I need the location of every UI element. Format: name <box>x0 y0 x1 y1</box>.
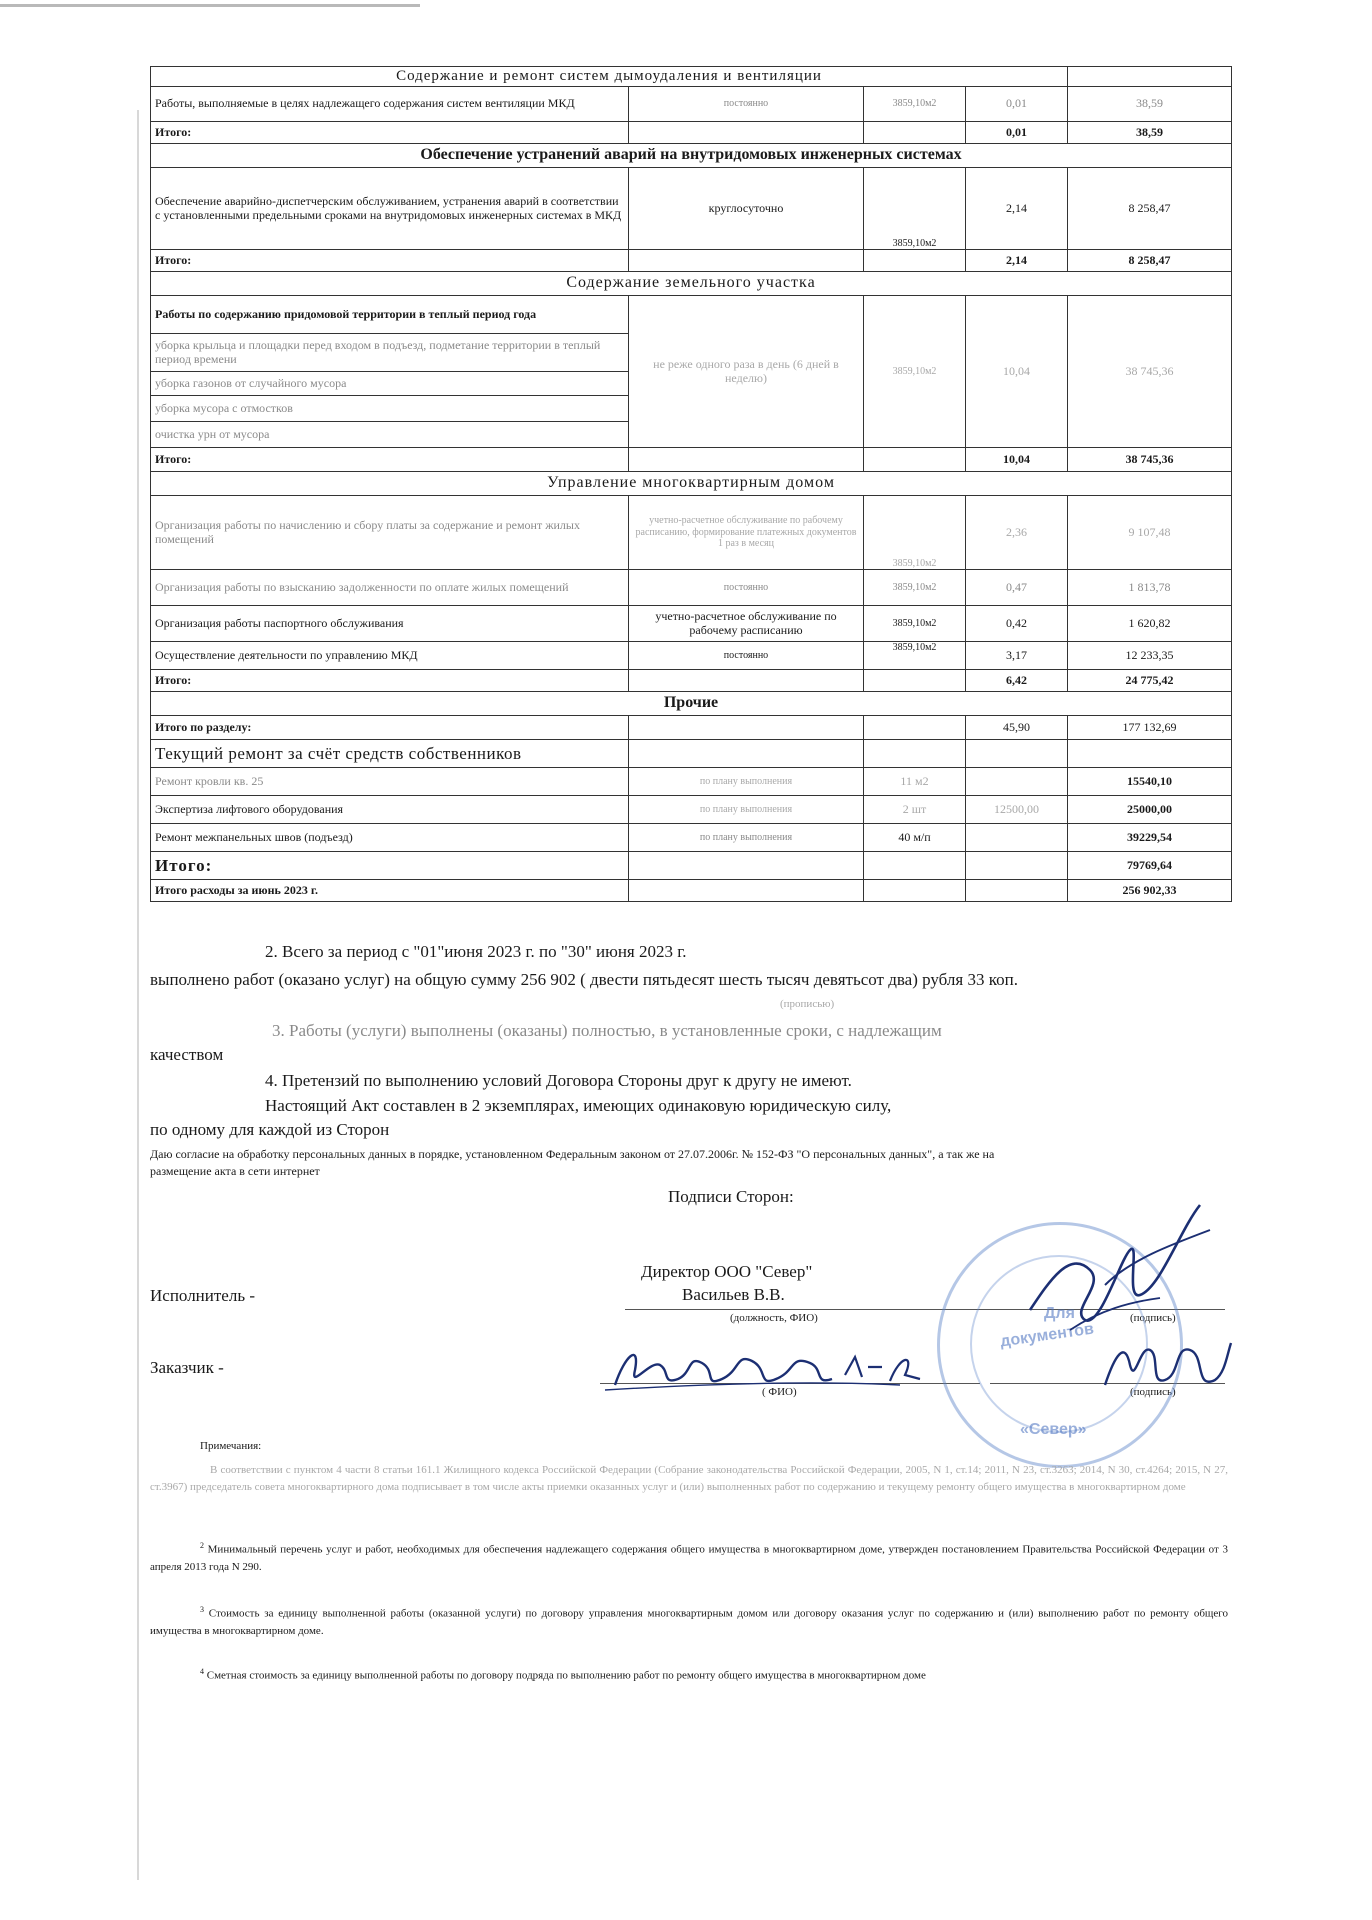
executor-label: Исполнитель - <box>150 1286 255 1305</box>
work-area: 3859,10м2 <box>864 496 966 570</box>
work-sum: 1 620,82 <box>1068 606 1232 642</box>
work-sum: 8 258,47 <box>1068 168 1232 250</box>
work-sum: 12 233,35 <box>1068 642 1232 670</box>
executor-sign-caption: (подпись) <box>1130 1312 1176 1324</box>
table-row <box>151 824 1232 852</box>
table-row <box>151 87 1232 122</box>
note-3 <box>150 1604 1228 1640</box>
work-area: 3859,10м2 <box>864 168 966 250</box>
section-header <box>151 67 1232 87</box>
work-area: 40 м/п <box>864 824 966 852</box>
table-row <box>151 168 1232 250</box>
work-frequency: постоянно <box>629 642 864 670</box>
claims-line: 4. Претензий по выполнению условий Договора Стороны друг к другу не имеют. <box>265 1071 852 1090</box>
work-name: Осуществление деятельности по управлению МКД <box>151 642 629 670</box>
period-line: 2. Всего за период с "01"июня 2023 г. по "30" июня 2023 г. <box>265 942 687 961</box>
work-rate: 2,14 <box>966 168 1068 250</box>
consent-text-end: размещение акта в сети интернет <box>150 1164 320 1178</box>
work-name: Организация работы паспортного обслуживания <box>151 606 629 642</box>
table-row <box>151 642 1232 670</box>
executor-signature <box>1010 1190 1230 1340</box>
customer-sign-caption: (подпись) <box>1130 1386 1176 1398</box>
signatures-heading: Подписи Сторон: <box>668 1187 794 1206</box>
section-header <box>151 740 1232 768</box>
subtotal-label: Итого: <box>151 250 629 272</box>
customer-name-handwriting <box>600 1335 930 1395</box>
work-sum: 38 745,36 <box>1068 296 1232 448</box>
subtotal-row <box>151 250 1232 272</box>
subtotal-label: Итого: <box>151 852 629 880</box>
note-mark: 2 <box>200 1541 204 1550</box>
work-frequency: не реже одного раза в день (6 дней в неделю) <box>629 296 864 448</box>
section-total-rate: 45,90 <box>966 716 1068 740</box>
scan-top-edge <box>0 4 420 7</box>
table-row <box>151 768 1232 796</box>
work-rate: 0,42 <box>966 606 1068 642</box>
subtotal-sum: 24 775,42 <box>1068 670 1232 692</box>
note-2 <box>150 1540 1228 1576</box>
work-rate: 12500,00 <box>966 796 1068 824</box>
stamp-text: документов <box>999 1320 1095 1351</box>
table-row <box>151 496 1232 570</box>
work-frequency: круглосуточно <box>629 168 864 250</box>
work-name: Работы по содержанию придомовой территории в теплый период года <box>151 296 629 334</box>
customer-signature <box>1095 1325 1235 1400</box>
scan-shadow <box>137 110 139 1880</box>
note-4 <box>150 1666 1228 1685</box>
work-name: Работы, выполняемые в целях надлежащего содержания систем вентиляции МКД <box>151 87 629 122</box>
work-rate: 10,04 <box>966 296 1068 448</box>
section-total-label: Итого по разделу: <box>151 716 629 740</box>
work-sum: 9 107,48 <box>1068 496 1232 570</box>
work-name: Ремонт кровли кв. 25 <box>151 768 629 796</box>
work-frequency: по плану выполнения <box>629 768 864 796</box>
subtotal-label: Итого: <box>151 670 629 692</box>
section-header <box>151 272 1232 296</box>
quality-line-end: качеством <box>150 1045 224 1064</box>
consent-text: Даю согласие на обработку персональных данных в порядке, установленном Федеральным законом от 27.07.2006г. № 152-ФЗ "О персональных данных", а так же на <box>150 1147 995 1161</box>
table-row <box>151 296 1232 334</box>
stamp-text: «Север» <box>1020 1421 1087 1438</box>
work-sum: 1 813,78 <box>1068 570 1232 606</box>
executor-position: Директор ООО "Север" <box>641 1262 813 1281</box>
work-area: 3859,10м2 <box>864 570 966 606</box>
work-name: очистка урн от мусора <box>151 422 629 448</box>
work-frequency: учетно-расчетное обслуживание по рабочему расписанию <box>629 606 864 642</box>
work-sum: 25000,00 <box>1068 796 1232 824</box>
work-name: уборка крыльца и площадки перед входом в подъезд, подметание территории в теплый период времени <box>151 334 629 372</box>
work-name: уборка мусора с отмостков <box>151 396 629 422</box>
section-total-row <box>151 716 1232 740</box>
work-rate: 0,47 <box>966 570 1068 606</box>
work-name: Ремонт межпанельных швов (подъезд) <box>151 824 629 852</box>
subtotal-row <box>151 852 1232 880</box>
subtotal-sum: 38 745,36 <box>1068 448 1232 472</box>
subtotal-rate: 0,01 <box>966 122 1068 144</box>
grand-total-row <box>151 880 1232 902</box>
work-area: 3859,10м2 <box>864 642 966 670</box>
subtotal-sum: 8 258,47 <box>1068 250 1232 272</box>
customer-label: Заказчик - <box>150 1358 224 1377</box>
copies-line-end: по одному для каждой из Сторон <box>150 1120 390 1139</box>
subtotal-label: Итого: <box>151 122 629 144</box>
quality-line: 3. Работы (услуги) выполнены (оказаны) полностью, в установленные сроки, с надлежащим <box>272 1021 942 1040</box>
section-total-sum: 177 132,69 <box>1068 716 1232 740</box>
section-header <box>151 692 1232 716</box>
work-rate <box>966 824 1068 852</box>
subtotal-sum: 79769,64 <box>1068 852 1232 880</box>
services-table <box>150 66 1232 902</box>
subtotal-row <box>151 448 1232 472</box>
grand-total-label: Итого расходы за июнь 2023 г. <box>151 880 629 902</box>
note-mark: 3 <box>200 1605 204 1614</box>
work-area: 3859,10м2 <box>864 87 966 122</box>
work-area: 3859,10м2 <box>864 606 966 642</box>
notes-heading: Примечания: <box>200 1440 262 1452</box>
work-sum: 38,59 <box>1068 87 1232 122</box>
work-area: 3859,10м2 <box>864 296 966 448</box>
work-rate: 0,01 <box>966 87 1068 122</box>
note-1 <box>150 1462 1228 1496</box>
note-mark: 4 <box>200 1667 204 1676</box>
work-frequency: постоянно <box>629 87 864 122</box>
copies-line: Настоящий Акт составлен в 2 экземплярах, имеющих одинаковую юридическую силу, <box>265 1096 892 1115</box>
table-row <box>151 570 1232 606</box>
work-name: уборка газонов от случайного мусора <box>151 372 629 396</box>
subtotal-rate: 2,14 <box>966 250 1068 272</box>
stamp-text: Для <box>1044 1305 1075 1322</box>
amount-caption: (прописью) <box>780 998 835 1010</box>
work-rate: 2,36 <box>966 496 1068 570</box>
note-text: Стоимость за единицу выполненной работы (оказанной услуги) по договору управления многоквартирным домом или договору оказания услуг по содержанию и (или) выполнению работ по ремонту общего имущества в многоквартирном доме. <box>150 1607 1228 1637</box>
work-name: Экспертиза лифтового оборудования <box>151 796 629 824</box>
work-area: 2 шт <box>864 796 966 824</box>
work-sum: 15540,10 <box>1068 768 1232 796</box>
customer-caption: ( ФИО) <box>762 1386 797 1398</box>
subtotal-row <box>151 122 1232 144</box>
table-row <box>151 796 1232 824</box>
subtotal-rate: 10,04 <box>966 448 1068 472</box>
work-name: Организация работы по начислению и сбору платы за содержание и ремонт жилых помещений <box>151 496 629 570</box>
work-frequency: по плану выполнения <box>629 824 864 852</box>
total-amount-line: выполнено работ (оказано услуг) на общую сумму 256 902 ( двести пятьдесят шесть тысяч девятьсот два) рубля 33 коп. <box>150 970 1018 989</box>
section-title: Текущий ремонт за счёт средств собственников <box>151 740 629 768</box>
note-text: В соответствии с пунктом 4 части 8 статьи 161.1 Жилищного кодекса Российской Федерации (Собрание законодательства Российской Федерации, 2005, N 1, ст.14; 2011, N 23, ст.3263; 2014, N 30, ст.4264; 2015, N 27, ст.3967) председатель совета многоквартирного дома подписывает в том числе акты приемки оказанных услуг и (или) выполненных работ по содержанию и текущему ремонту общего имущества в многоквартирном доме <box>150 1464 1228 1494</box>
executor-name-line <box>625 1309 975 1310</box>
work-sum: 39229,54 <box>1068 824 1232 852</box>
executor-caption: (должность, ФИО) <box>730 1312 818 1324</box>
note-text: Сметная стоимость за единицу выполненной работы по договору подряда по выполнению работ по ремонту общего имущества в многоквартирном доме <box>206 1669 926 1682</box>
section-title: Обеспечение устранений аварий на внутридомовых инженерных системах <box>151 144 1232 168</box>
section-header <box>151 144 1232 168</box>
note-text: Минимальный перечень услуг и работ, необходимых для обеспечения надлежащего содержания общего имущества в многоквартирном доме, утвержден постановлением Правительства Российской Федерации от 3 апреля 2013 года N 290. <box>150 1543 1228 1573</box>
work-name: Организация работы по взысканию задолженности по оплате жилых помещений <box>151 570 629 606</box>
section-title: Прочие <box>151 692 1232 716</box>
work-name: Обеспечение аварийно-диспетчерским обслуживанием, устранения аварий в соответствии с установленными предельными сроками на внутридомовых инженерных системах в МКД <box>151 168 629 250</box>
table-row <box>151 606 1232 642</box>
work-rate: 3,17 <box>966 642 1068 670</box>
subtotal-label: Итого: <box>151 448 629 472</box>
section-title: Содержание земельного участка <box>151 272 1232 296</box>
executor-name: Васильев В.В. <box>682 1285 785 1304</box>
work-frequency: по плану выполнения <box>629 796 864 824</box>
subtotal-rate: 6,42 <box>966 670 1068 692</box>
work-frequency: учетно-расчетное обслуживание по рабочему расписанию, формирование платежных документов 1 раз в месяц <box>629 496 864 570</box>
work-frequency: постоянно <box>629 570 864 606</box>
subtotal-row <box>151 670 1232 692</box>
section-header <box>151 472 1232 496</box>
section-title: Управление многоквартирным домом <box>151 472 1232 496</box>
subtotal-sum: 38,59 <box>1068 122 1232 144</box>
work-rate <box>966 768 1068 796</box>
section-title: Содержание и ремонт систем дымоудаления и вентиляции <box>151 67 1068 87</box>
work-area: 11 м2 <box>864 768 966 796</box>
grand-total-sum: 256 902,33 <box>1068 880 1232 902</box>
